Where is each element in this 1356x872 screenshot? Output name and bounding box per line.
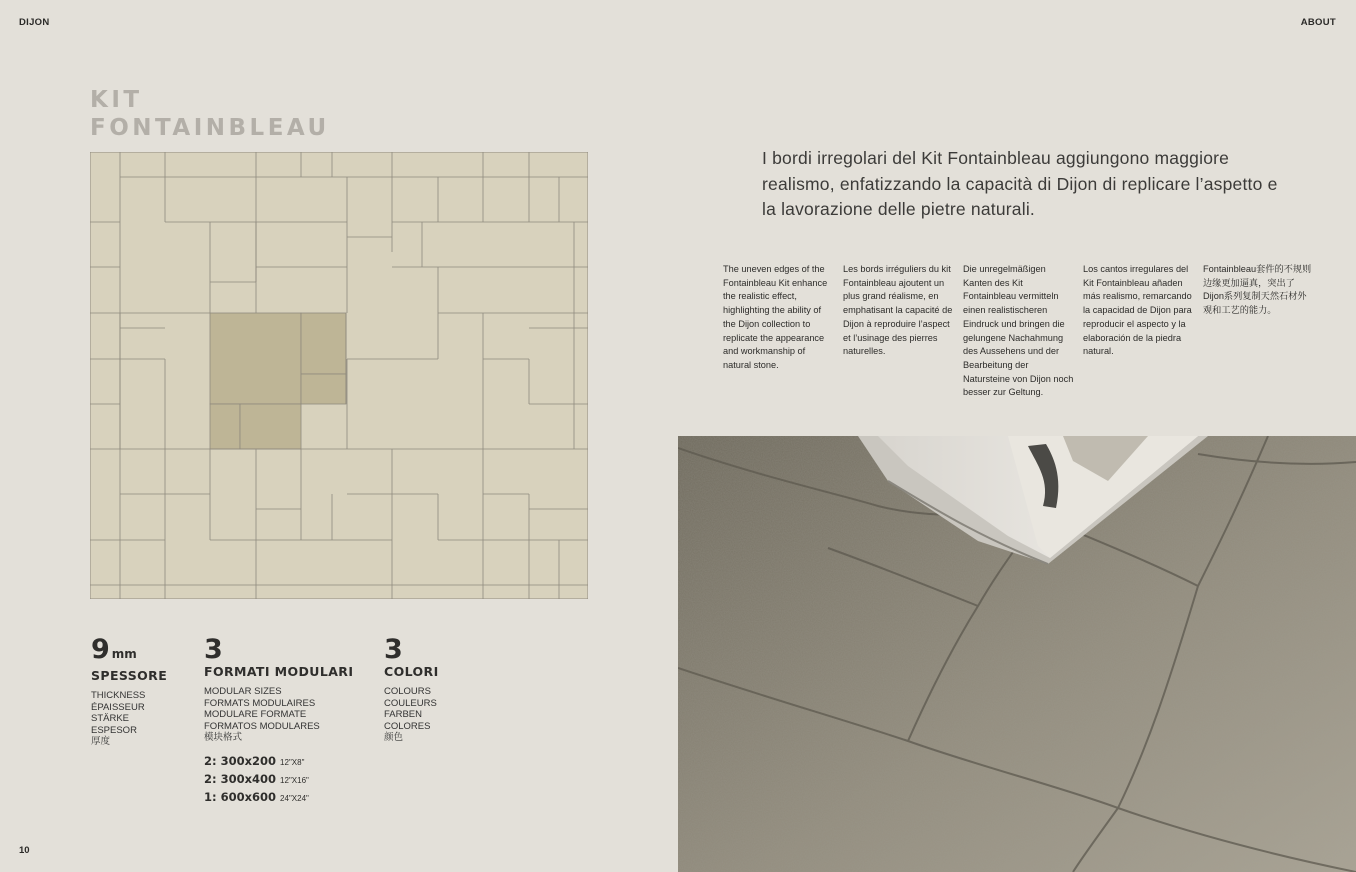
spec-thickness: [91, 636, 167, 748]
size-inch: 12"X8": [280, 757, 305, 767]
translation: FORMATS MODULAIRES: [204, 697, 316, 709]
thickness-label: SPESSORE: [91, 668, 168, 683]
size-mm: 2: 300x400: [204, 771, 277, 786]
colors-label: COLORI: [384, 664, 439, 679]
size-mm: 2: 300x200: [204, 753, 277, 768]
floor-photo: [678, 436, 1356, 872]
page-title: [90, 86, 330, 142]
text-column-zh: Fontainbleau套件的不规则边缘更加逼真，突出了Dijon系列复制天然石材外观和工艺的能力。: [1203, 264, 1312, 316]
size-mm: 1: 600x600: [204, 789, 277, 804]
thickness-unit: mm: [111, 647, 137, 661]
stone-floor-image: [678, 436, 1356, 872]
spec-colors: [384, 636, 439, 744]
translation: 模块格式: [204, 732, 243, 744]
size-inch: 24"X24": [280, 793, 309, 803]
section-label: ABOUT: [1300, 17, 1336, 28]
translation: MODULAR SIZES: [204, 686, 282, 697]
translation: STÄRKE: [91, 713, 130, 725]
formats-label: FORMATI MODULARI: [204, 664, 354, 679]
formats-translations: [204, 686, 353, 744]
colors-translations: [384, 686, 439, 744]
translation: 颜色: [384, 732, 404, 744]
colors-value: 3: [384, 634, 403, 665]
highlighted-tile: [301, 374, 346, 404]
spec-formats: [204, 636, 353, 807]
text-column-fr: Les bords irréguliers du kit Fontainbleau ajoutent un plus grand réalisme, en emphatisant la capacité de Dijon à reproduire l’aspect et l’usinage des pierres naturelles.: [843, 264, 953, 357]
size-item: [204, 771, 353, 789]
formats-value: 3: [204, 634, 223, 665]
highlighted-tile: [210, 313, 301, 404]
brand-label: DIJON: [19, 17, 50, 28]
size-inch: 12"X16": [280, 775, 309, 785]
translation: COULEURS: [384, 697, 437, 709]
lead-paragraph: I bordi irregolari del Kit Fontainbleau aggiungono maggiore realismo, enfatizzando la capacità di Dijon di replicare l’aspetto e la lavorazione delle pietre naturali.: [762, 148, 1278, 219]
thickness-translations: [91, 690, 167, 748]
tile-pattern-diagram: [90, 152, 588, 599]
translation: THICKNESS: [91, 690, 146, 701]
highlighted-tile: [240, 404, 301, 449]
page-number-left: 10: [19, 845, 30, 856]
translation: COLOURS: [384, 686, 431, 697]
highlighted-tile: [210, 404, 240, 449]
text-column-en: The uneven edges of the Fontainbleau Kit enhance the realistic effect, highlighting the ability of the Dijon collection to replicate the appearance and workmanship of natural stone.: [723, 264, 828, 370]
translation: COLORES: [384, 720, 431, 732]
translation: FORMATOS MODULARES: [204, 720, 320, 732]
translation: ESPESOR: [91, 724, 137, 736]
translation: 厚度: [91, 736, 111, 748]
text-column-es: Los cantos irregulares del Kit Fontainbleau añaden más realismo, remarcando la capacidad de Dijon para reproducir el aspecto y la elaboración de la piedra natural.: [1083, 264, 1192, 357]
translation: MODULARE FORMATE: [204, 709, 307, 721]
text-column-de: Die unregelmäßigen Kanten des Kit Fontainbleau vermitteln einen realistischeren Eindruck und bringen die gelungene Nachahmung des Aussehens und der Bearbeitung der Natursteine von Dijon noch besser zur Geltung.: [963, 264, 1074, 398]
title-line-2: FONTAINBLEAU: [90, 115, 330, 141]
title-line-1: KIT: [90, 87, 143, 113]
translation: FARBEN: [384, 709, 423, 721]
thickness-value: 9: [91, 634, 110, 665]
size-item: [204, 789, 353, 807]
size-item: [204, 753, 353, 771]
translation: ÉPAISSEUR: [91, 701, 145, 713]
highlighted-tile: [301, 313, 346, 374]
size-list: [204, 753, 353, 807]
